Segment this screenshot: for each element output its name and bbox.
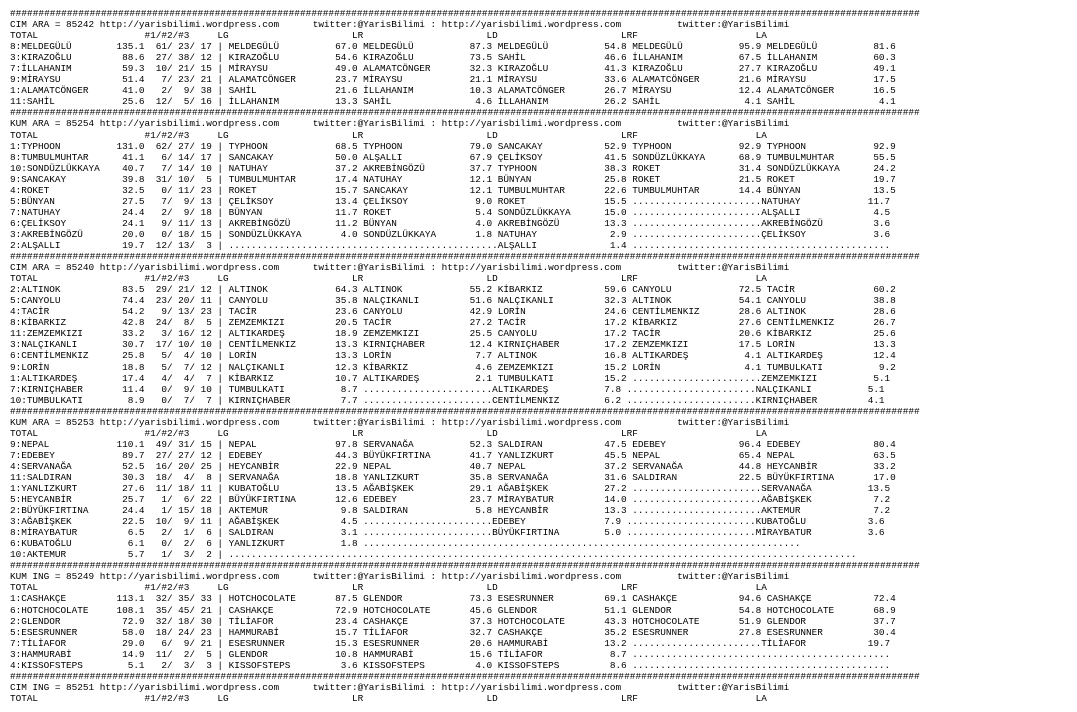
- result-row: 2:ALŞALLI 19.7 12/ 13/ 3 | ................................................ALŞALLI 1.4 ..............................................: [10, 239, 891, 251]
- column-header-line: TOTAL #1/#2/#3 LG LR LD LRF LA: [10, 692, 767, 704]
- separator-line: ################################################################################################################################################################: [10, 8, 920, 19]
- result-row: 5:CANYOLU 74.4 23/ 20/ 11 | CANYOLU 35.8 NALÇIKANLI 51.6 NALÇIKANLI 32.3 ALTINOK 54.1 CANYOLU 38.8: [10, 295, 896, 307]
- result-row: 9:MİRAYSU 51.4 7/ 23/ 21 | ALAMATCÖNGER 23.7 MİRAYSU 21.1 MİRAYSU 33.6 ALAMATCÖNGER 21.6 MİRAYSU 17.5: [10, 74, 896, 86]
- race-header-line: CIM ARA = 85240 http://yarisbilimi.wordpress.com twitter:@YarisBilimi : http://yarisbilimi.wordpress.com twitter:@YarisBilimi: [10, 262, 790, 274]
- result-row: 7:NATUHAY 24.4 2/ 9/ 18 | BÜNYAN 11.7 ROKET 5.4 SONDÜZLÜKKAYA 15.0 .......................ALŞALLI 4.5: [10, 206, 891, 218]
- result-row: 11:SALDIRAN 30.3 18/ 4/ 8 | SERVANAĞA 18.8 YANLIZKURT 35.8 SERVANAĞA 31.6 SALDIRAN 22.5 BÜYÜKFIRTINA 17.0: [10, 471, 896, 483]
- result-row: 3:NALÇIKANLI 30.7 17/ 10/ 10 | CENTİLMENKIZ 13.3 KIRNIÇHABER 12.4 KIRNIÇHABER 17.2 ZEMZEMKIZI 17.5 LORİN 13.3: [10, 339, 896, 351]
- result-row: 7:EDEBEY 89.7 27/ 27/ 12 | EDEBEY 44.3 BÜYÜKFIRTINA 41.7 YANLIZKURT 45.5 NEPAL 65.4 NEPAL 63.5: [10, 449, 896, 461]
- result-row: 8:MİRAYBATUR 6.5 2/ 1/ 6 | SALDIRAN 3.1 .......................BÜYÜKFIRTINA 5.0 .......................MİRAYBATUR 3.6: [10, 527, 885, 539]
- result-row: 4:ROKET 32.5 0/ 11/ 23 | ROKET 15.7 SANCAKAY 12.1 TUMBULMUHTAR 22.6 TUMBULMUHTAR 14.4 BÜNYAN 13.5: [10, 184, 896, 196]
- result-row: 8:KİBARKIZ 42.8 24/ 8/ 5 | ZEMZEMKIZI 20.5 TACİR 27.2 TACİR 17.2 KİBARKIZ 27.6 CENTİLMENKIZ 26.7: [10, 317, 896, 329]
- race-header-line: KUM ING = 85249 http://yarisbilimi.wordpress.com twitter:@YarisBilimi : http://yarisbilimi.wordpress.com twitter:@YarisBilimi: [10, 571, 790, 583]
- result-row: 5:HEYCANBİR 25.7 1/ 6/ 22 | BÜYÜKFIRTINA 12.6 EDEBEY 23.7 MİRAYBATUR 14.0 .......................AĞABİŞKEK 7.2: [10, 494, 891, 506]
- separator-line: ################################################################################################################################################################: [10, 251, 920, 263]
- result-row: 2:ALTINOK 83.5 29/ 21/ 12 | ALTINOK 64.3 ALTINOK 55.2 KİBARKIZ 59.6 CANYOLU 72.5 TACİR 60.2: [10, 284, 896, 296]
- result-row: 2:GLENDOR 72.9 32/ 18/ 30 | TİLİAFOR 23.4 CASHAKÇE 37.3 HOTCHOCOLATE 43.3 HOTCHOCOLATE 51.9 GLENDOR 37.7: [10, 615, 896, 627]
- separator-line: ################################################################################################################################################################: [10, 107, 920, 119]
- separator-line: ################################################################################################################################################################: [10, 405, 920, 417]
- result-row: 7:İLLAHANIM 59.3 10/ 21/ 15 | MİRAYSU 49.0 ALAMATCÖNGER 32.3 KIRAZOĞLU 41.3 KIRAZOĞLU 27.7 KIRAZOĞLU 49.1: [10, 63, 896, 75]
- result-row: 3:KIRAZOĞLU 88.6 27/ 38/ 12 | KIRAZOĞLU 54.6 KIRAZOĞLU 73.5 SAHİL 46.6 İLLAHANIM 67.5 İLLAHANIM 60.3: [10, 52, 896, 64]
- race-header-line: KUM ARA = 85254 http://yarisbilimi.wordpress.com twitter:@YarisBilimi : http://yarisbilimi.wordpress.com twitter:@YarisBilimi: [10, 118, 790, 130]
- column-header-line: TOTAL #1/#2/#3 LG LR LD LRF LA: [10, 30, 767, 42]
- separator-line: ################################################################################################################################################################: [10, 560, 920, 572]
- column-header-line: TOTAL #1/#2/#3 LG LR LD LRF LA: [10, 129, 767, 141]
- result-row: 5:ESESRUNNER 58.0 18/ 24/ 23 | HAMMURABİ 15.7 TİLİAFOR 32.7 CASHAKÇE 35.2 ESESRUNNER 27.8 ESESRUNNER 30.4: [10, 626, 896, 638]
- result-row: 6:KUBATOĞLU 6.1 0/ 2/ 6 | YANLIZKURT 1.8 ..............................................................................: [10, 538, 801, 550]
- result-row: 1:TYPHOON 131.0 62/ 27/ 19 | TYPHOON 68.5 TYPHOON 79.0 SANCAKAY 52.9 TYPHOON 92.9 TYPHOON 92.9: [10, 140, 896, 152]
- column-header-line: TOTAL #1/#2/#3 LG LR LD LRF LA: [10, 273, 767, 285]
- result-row: 3:HAMMURABİ 14.9 11/ 2/ 5 | GLENDOR 10.8 HAMMURABİ 15.6 TİLİAFOR 8.7 ..............................................: [10, 648, 891, 660]
- result-row: 1:ALAMATCÖNGER 41.0 2/ 9/ 38 | SAHİL 21.6 İLLAHANIM 10.3 ALAMATCÖNGER 26.7 MİRAYSU 12.4 ALAMATCÖNGER 16.5: [10, 85, 896, 97]
- result-row: 1:YANLIZKURT 27.6 11/ 18/ 11 | KUBATOĞLU 13.5 AĞABİŞKEK 29.1 AĞABİŞKEK 27.2 .......................SERVANAĞA 13.5: [10, 483, 891, 495]
- result-row: 7:KIRNIÇHABER 11.4 0/ 9/ 10 | TUMBULKATI 8.7 .......................ALTIKARDEŞ 7.8 .......................NALÇIKANLI 5.1: [10, 383, 885, 395]
- result-row: 8:TUMBULMUHTAR 41.1 6/ 14/ 17 | SANCAKAY 50.0 ALŞALLI 67.9 ÇELİKSOY 41.5 SONDÜZLÜKKAYA 68.9 TUMBULMUHTAR 55.5: [10, 151, 896, 163]
- race-header-line: KUM ARA = 85253 http://yarisbilimi.wordpress.com twitter:@YarisBilimi : http://yarisbilimi.wordpress.com twitter:@YarisBilimi: [10, 416, 790, 428]
- result-row: 7:TİLİAFOR 29.0 6/ 9/ 21 | ESESRUNNER 15.3 ESESRUNNER 20.6 HAMMURABİ 13.2 .......................TİLİAFOR 19.7: [10, 637, 891, 649]
- result-row: 11:ZEMZEMKIZI 33.2 3/ 16/ 12 | ALTIKARDEŞ 18.9 ZEMZEMKIZI 25.5 CANYOLU 17.2 TACİR 20.6 KİBARKIZ 25.6: [10, 328, 896, 340]
- result-row: 3:AĞABİŞKEK 22.5 10/ 9/ 11 | AĞABİŞKEK 4.5 .......................EDEBEY 7.9 .......................KUBATOĞLU 3.6: [10, 516, 885, 528]
- result-row: 2:BÜYÜKFIRTINA 24.4 1/ 15/ 18 | AKTEMUR 9.8 SALDIRAN 5.8 HEYCANBİR 13.3 .......................AKTEMUR 7.2: [10, 505, 891, 517]
- result-row: 6:ÇELİKSOY 24.1 9/ 11/ 13 | AKREBİNGÖZÜ 11.2 BÜNYAN 4.0 AKREBİNGÖZÜ 13.3 .......................AKREBİNGÖZÜ 3.6: [10, 217, 891, 229]
- result-row: 6:CENTİLMENKIZ 25.8 5/ 4/ 10 | LORİN 13.3 LORİN 7.7 ALTINOK 16.8 ALTIKARDEŞ 4.1 ALTIKARDEŞ 12.4: [10, 350, 896, 362]
- result-row: 4:KISSOFSTEPS 5.1 2/ 3/ 3 | KISSOFSTEPS 3.6 KISSOFSTEPS 4.0 KISSOFSTEPS 8.6 ..............................................: [10, 659, 891, 671]
- result-row: 1:CASHAKÇE 113.1 32/ 35/ 33 | HOTCHOCOLATE 87.5 GLENDOR 73.3 ESESRUNNER 69.1 CASHAKÇE 94.6 CASHAKÇE 72.4: [10, 593, 896, 605]
- result-row: 10:TUMBULKATI 8.9 0/ 7/ 7 | KIRNIÇHABER 7.7 .......................CENTİLMENKIZ 6.2 .......................KIRNIÇHABER 4.1: [10, 394, 885, 406]
- result-row: 5:BÜNYAN 27.5 7/ 9/ 13 | ÇELİKSOY 13.4 ÇELİKSOY 9.0 ROKET 15.5 .......................NATUHAY 11.7: [10, 195, 891, 207]
- result-row: 10:AKTEMUR 5.7 1/ 3/ 2 | ................................................................................................................: [10, 549, 857, 561]
- result-row: 9:NEPAL 110.1 49/ 31/ 15 | NEPAL 97.8 SERVANAĞA 52.3 SALDIRAN 47.5 EDEBEY 96.4 EDEBEY 80.4: [10, 438, 896, 450]
- result-row: 10:SONDÜZLÜKKAYA 40.7 7/ 14/ 10 | NATUHAY 37.2 AKREBİNGÖZÜ 37.7 TYPHOON 38.3 ROKET 31.4 SONDÜZLÜKKAYA 24.2: [10, 162, 896, 174]
- result-row: 8:MELDEGÜLÜ 135.1 61/ 23/ 17 | MELDEGÜLÜ 67.0 MELDEGÜLÜ 87.3 MELDEGÜLÜ 54.8 MELDEGÜLÜ 95.9 MELDEGÜLÜ 81.6: [10, 41, 896, 53]
- column-header-line: TOTAL #1/#2/#3 LG LR LD LRF LA: [10, 582, 767, 594]
- result-row: 9:LORİN 18.8 5/ 7/ 12 | NALÇIKANLI 12.3 KİBARKIZ 4.6 ZEMZEMKIZI 15.2 LORİN 4.1 TUMBULKATI 9.2: [10, 361, 896, 373]
- result-row: 1:ALTIKARDEŞ 17.4 4/ 4/ 7 | KİBARKIZ 10.7 ALTIKARDEŞ 2.1 TUMBULKATI 15.2 .......................ZEMZEMKIZI 5.1: [10, 372, 891, 384]
- race-report-document: [10, 8, 1072, 704]
- result-row: 3:AKREBİNGÖZÜ 20.0 0/ 18/ 15 | SONDÜZLÜKKAYA 4.0 SONDÜZLÜKKAYA 1.8 NATUHAY 2.9 .......................ÇELİKSOY 3.6: [10, 228, 891, 240]
- result-row: 6:HOTCHOCOLATE 108.1 35/ 45/ 21 | CASHAKÇE 72.9 HOTCHOCOLATE 45.6 GLENDOR 51.1 GLENDOR 54.8 HOTCHOCOLATE 68.9: [10, 604, 896, 616]
- column-header-line: TOTAL #1/#2/#3 LG LR LD LRF LA: [10, 427, 767, 439]
- race-header-line: CIM ING = 85251 http://yarisbilimi.wordpress.com twitter:@YarisBilimi : http://yarisbilimi.wordpress.com twitter:@YarisBilimi: [10, 681, 790, 693]
- separator-line: ################################################################################################################################################################: [10, 670, 920, 682]
- race-header-line: CIM ARA = 85242 http://yarisbilimi.wordpress.com twitter:@YarisBilimi : http://yarisbilimi.wordpress.com twitter:@YarisBilimi: [10, 19, 790, 31]
- result-row: 4:TACİR 54.2 9/ 13/ 23 | TACİR 23.6 CANYOLU 42.9 LORİN 24.6 CENTİLMENKIZ 28.6 ALTINOK 28.6: [10, 306, 896, 318]
- result-row: 11:SAHİL 25.6 12/ 5/ 16 | İLLAHANIM 13.3 SAHİL 4.6 İLLAHANIM 26.2 SAHİL 4.1 SAHİL 4.1: [10, 96, 896, 108]
- result-row: 9:SANCAKAY 39.8 31/ 10/ 5 | TUMBULMUHTAR 17.4 NATUHAY 12.1 BÜNYAN 25.8 ROKET 21.5 ROKET 19.7: [10, 173, 896, 185]
- result-row: 4:SERVANAĞA 52.5 16/ 20/ 25 | HEYCANBİR 22.9 NEPAL 40.7 NEPAL 37.2 SERVANAĞA 44.8 HEYCANBİR 33.2: [10, 460, 896, 472]
